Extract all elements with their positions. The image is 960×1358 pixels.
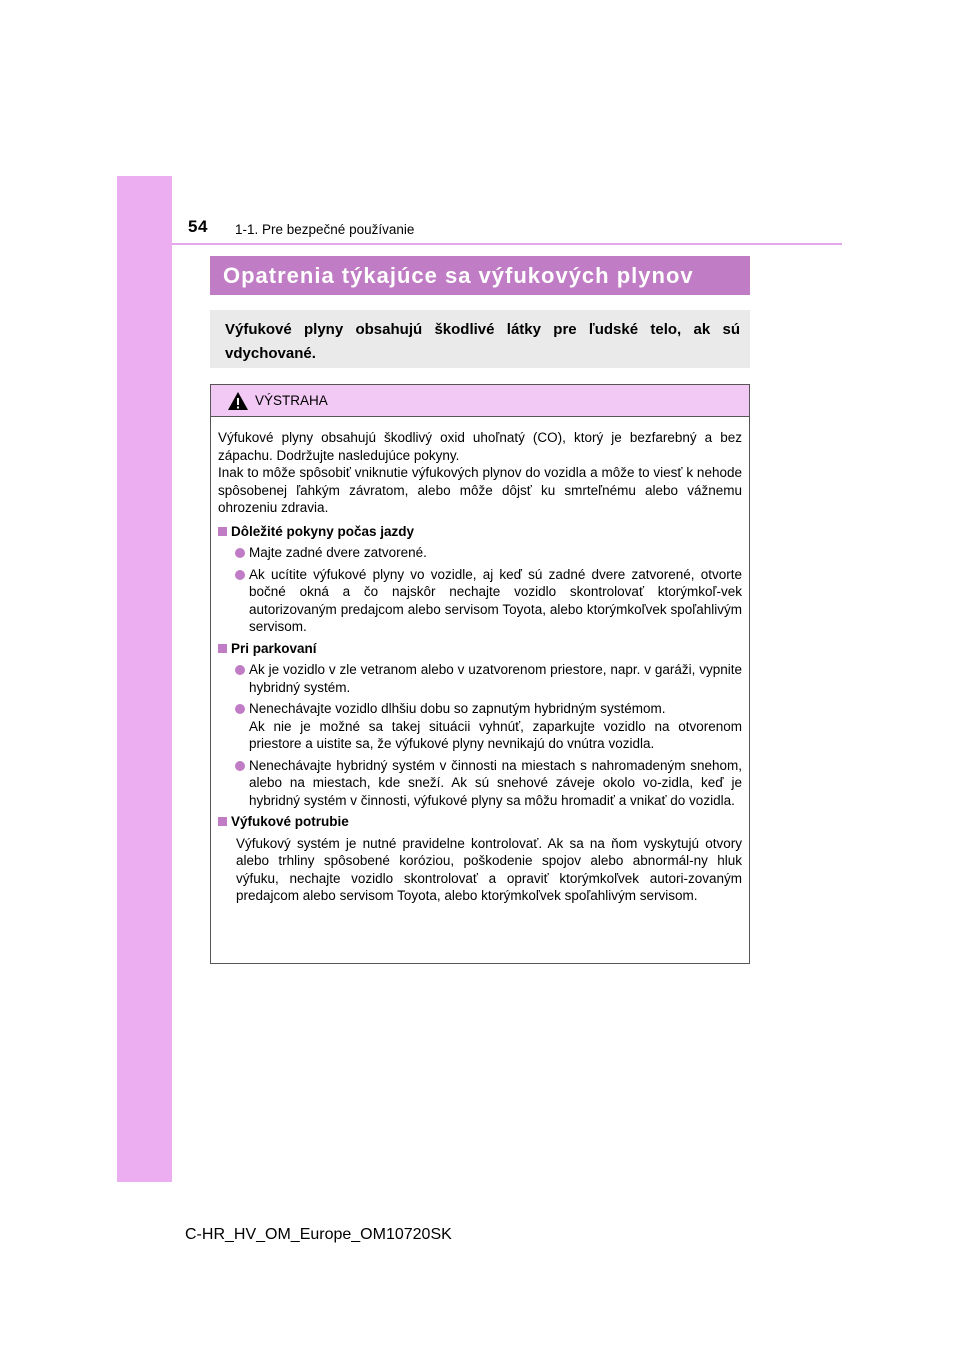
warning-paragraph: Inak to môže spôsobiť vniknutie výfukových plynov do vozidla a môže to viesť k nehode spôsobenej ľahkým závratom, alebo môže dôjsť ku smrteľnému alebo vážnemu ohrozeniu zdravia.	[218, 465, 742, 515]
page-title-bar	[210, 256, 750, 295]
intro-text: Výfukové plyny obsahujú škodlivé látky pre ľudské telo, ak sú vdychované.	[225, 321, 740, 362]
circle-bullet-icon	[235, 570, 245, 580]
circle-bullet-icon	[235, 761, 245, 771]
section-title: 1-1. Pre bezpečné používanie	[235, 222, 415, 237]
warning-label: VÝSTRAHA	[255, 393, 328, 408]
square-bullet-icon	[218, 527, 227, 536]
section-text: Výfukový systém je nutné pravidelne kontrolovať. Ak sa na ňom vyskytujú otvory alebo trhliny spôsobené koróziou, poškodenie spojov alebo abnormál-ny hluk výfuku, nechajte vozidlo skontrolovať a opraviť ktorýmkoľvek autori-zovaným predajcom alebo servisom Toyota, alebo ktorýmkoľvek spoľahlivým servisom.	[236, 835, 742, 903]
list-item: Nenechávajte hybridný systém v činnosti na miestach s nahromadeným snehom, alebo na miestach, kde sneží. Ak sú snehové záveje okolo vo-zidla, keď je hybridný systém v činnosti, výfukové plyny sa môžu hromadiť a vnikať do vozidla.	[218, 757, 742, 810]
warning-paragraph: Výfukové plyny obsahujú škodlivý oxid uhoľnatý (CO), ktorý je bezfarebný a bez zápachu. Dodržujte nasledujúce pokyny.	[218, 430, 742, 463]
list-item: Ak je vozidlo v zle vetranom alebo v uzatvorenom priestore, napr. v garáži, vypnite hybridný systém.	[218, 661, 742, 696]
side-color-band	[117, 176, 172, 1182]
warning-box	[210, 384, 750, 964]
warning-header	[211, 385, 749, 417]
list-item: Ak ucítite výfukové plyny vo vozidle, aj keď sú zadné dvere zatvorené, otvorte bočné okná a čo najskôr nechajte vozidlo skontrolovať ktorýmkoľ-vek autorizovaným predajcom alebo servisom Toyota, alebo ktorýmkoľvek spoľahlivým servisom.	[218, 566, 742, 636]
section-heading: Pri parkovaní	[218, 640, 742, 658]
circle-bullet-icon	[235, 665, 245, 675]
circle-bullet-icon	[235, 704, 245, 714]
footer-document-code: C-HR_HV_OM_Europe_OM10720SK	[185, 1226, 452, 1243]
section-heading: Výfukové potrubie	[218, 813, 742, 831]
intro-box	[210, 310, 750, 368]
warning-body	[211, 417, 749, 905]
list-item: Nenechávajte vozidlo dlhšiu dobu so zapnutým hybridným systémom. Ak nie je možné sa takej situácii vyhnúť, zaparkujte vozidlo na otvorenom priestore a uistite sa, že výfukové plyny nevnikajú do vnútra vozidla.	[218, 700, 742, 753]
square-bullet-icon	[218, 817, 227, 826]
section-heading: Dôležité pokyny počas jazdy	[218, 523, 742, 541]
page-title: Opatrenia týkajúce sa výfukových plynov	[223, 262, 694, 288]
page-number: 54	[188, 217, 208, 236]
header-divider	[172, 243, 842, 245]
square-bullet-icon	[218, 644, 227, 653]
warning-triangle-icon	[227, 391, 249, 411]
circle-bullet-icon	[235, 548, 245, 558]
list-item: Majte zadné dvere zatvorené.	[218, 544, 742, 562]
